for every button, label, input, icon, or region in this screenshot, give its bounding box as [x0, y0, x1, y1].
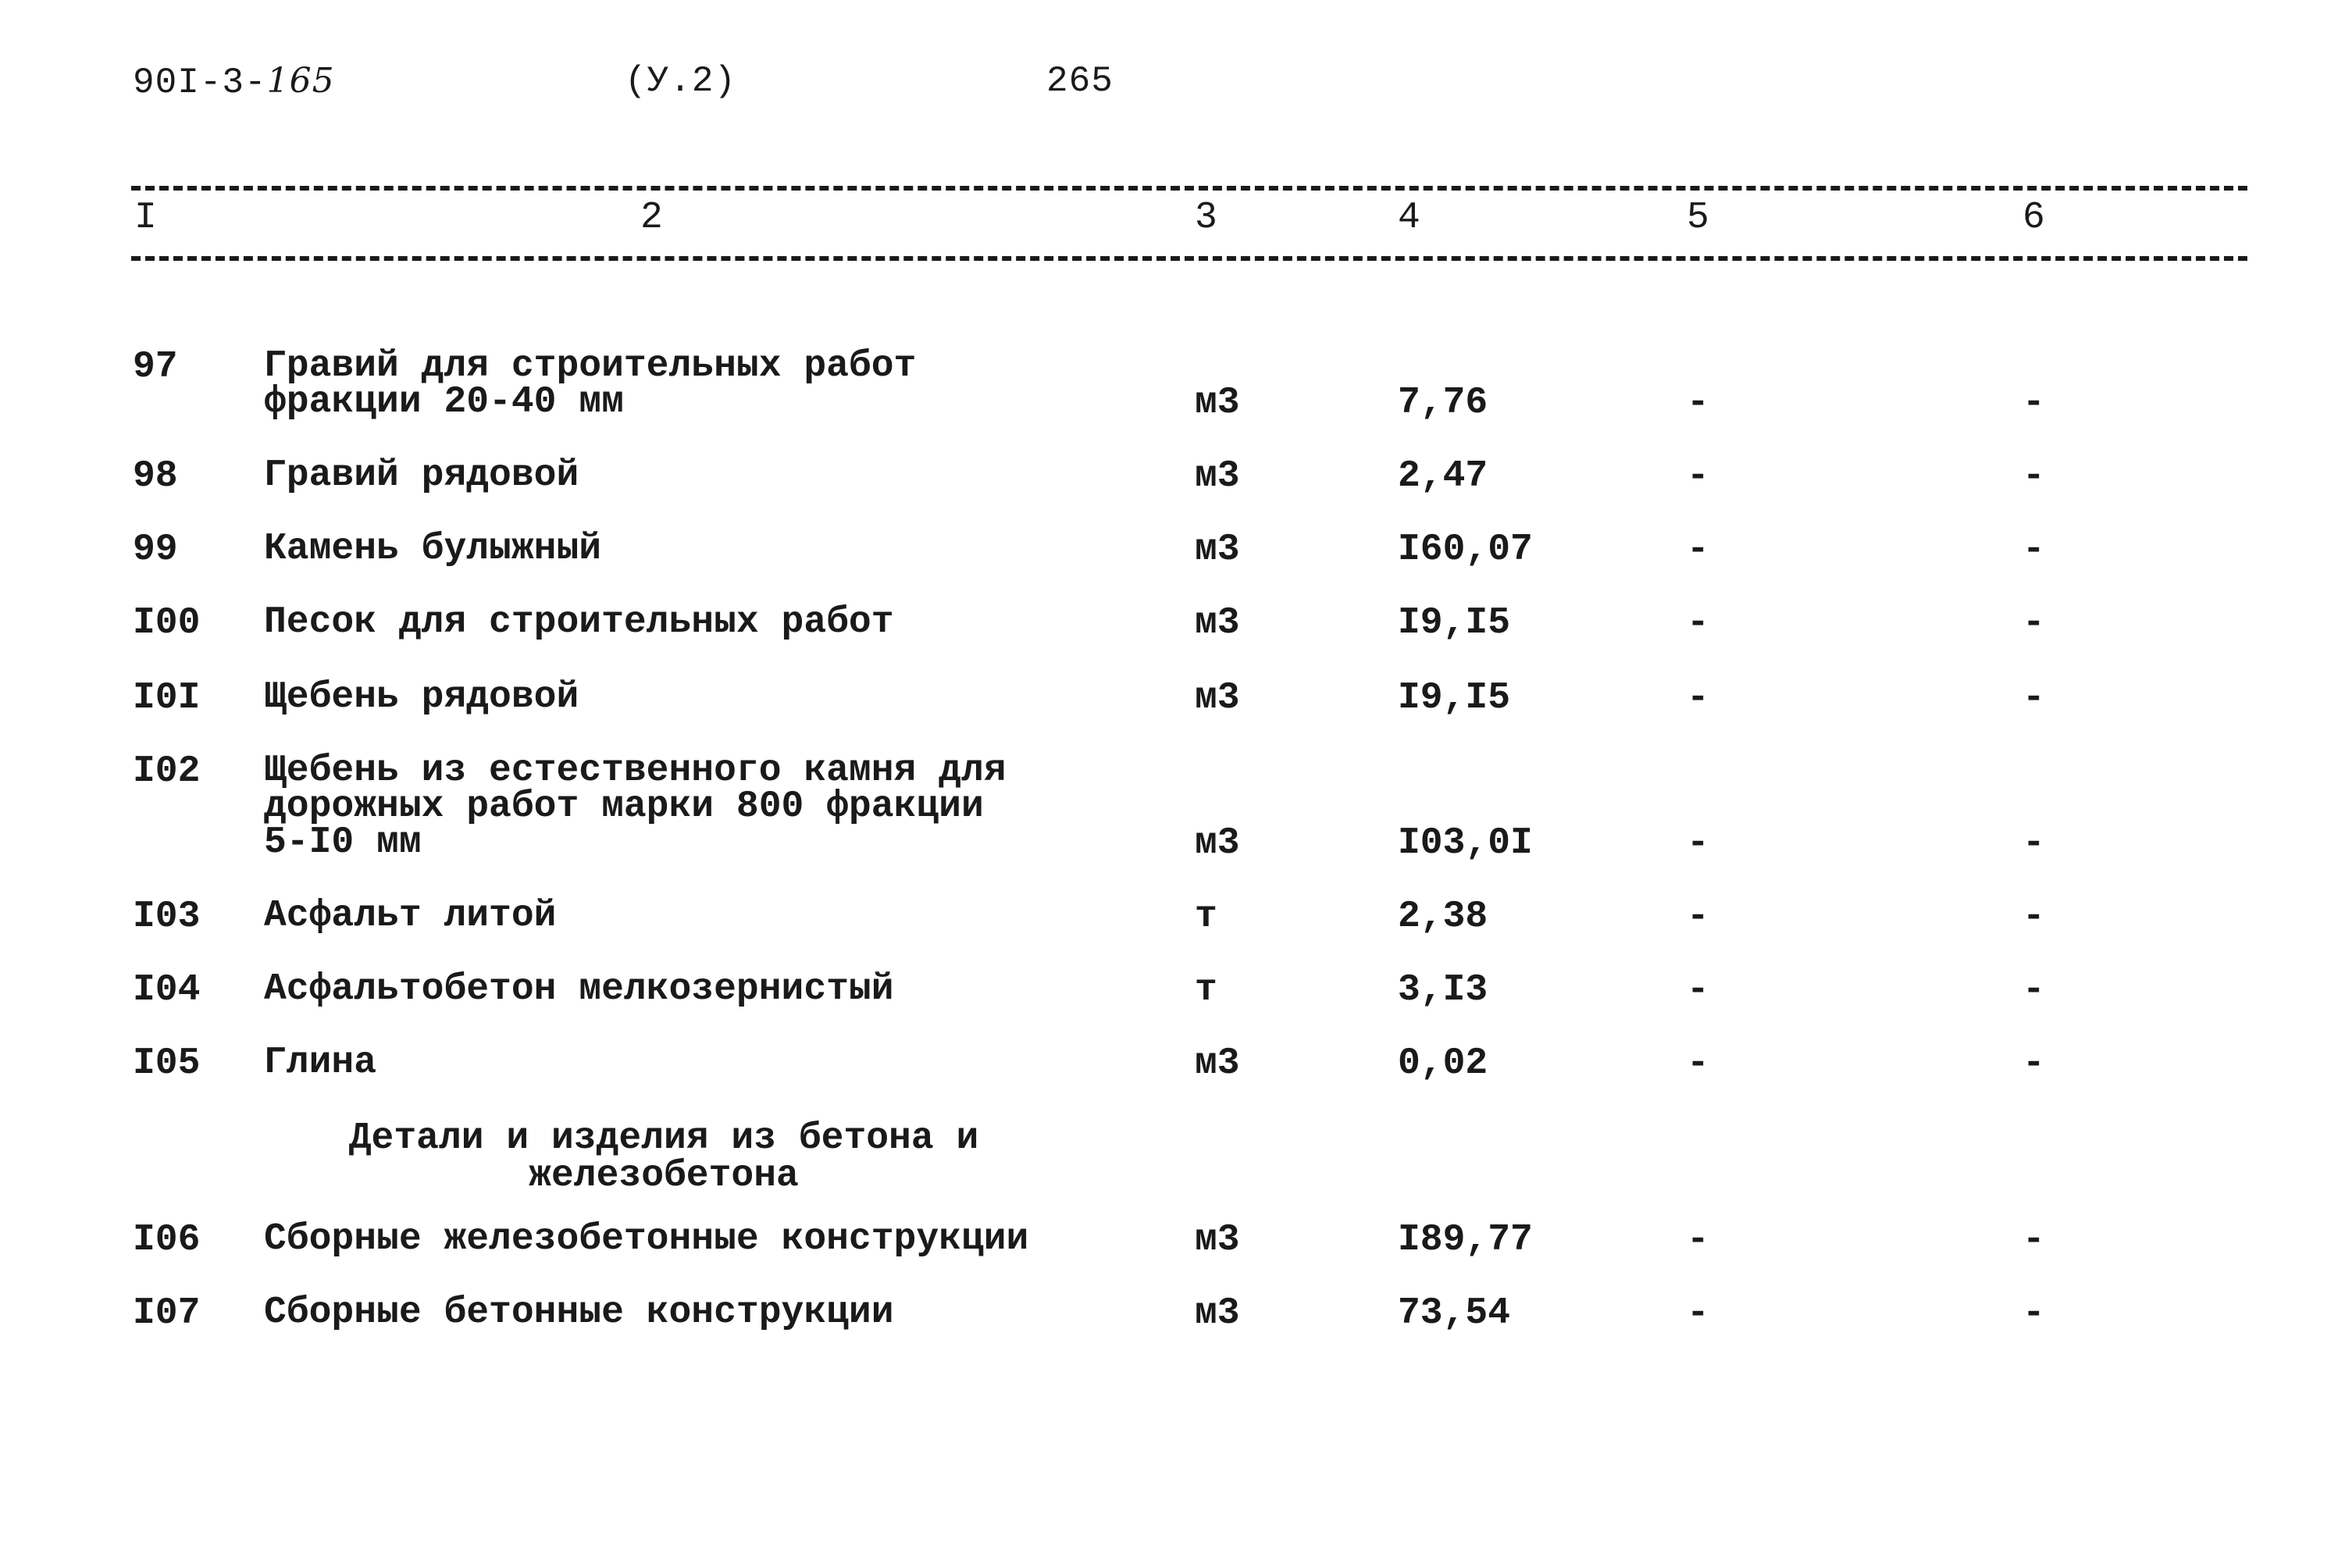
- row-number: 99: [133, 529, 178, 571]
- row-number: I07: [133, 1292, 201, 1335]
- row-name: Глина: [264, 1042, 377, 1084]
- row-number: 97: [133, 346, 178, 388]
- row-quantity: I9,I5: [1398, 602, 1511, 644]
- row-name: Камень булыжный: [264, 528, 602, 570]
- row-unit: м3: [1195, 677, 1240, 719]
- row-col5: -: [1687, 382, 1709, 424]
- row-unit: м3: [1195, 529, 1240, 571]
- row-unit: м3: [1195, 1042, 1240, 1085]
- row-col6: -: [2022, 1292, 2045, 1335]
- row-name: Асфальт литой: [264, 895, 557, 937]
- row-col6: -: [2022, 529, 2045, 571]
- column-header-1: I: [134, 197, 157, 239]
- row-unit: м3: [1195, 822, 1240, 864]
- row-number: I04: [133, 969, 201, 1011]
- row-number: I06: [133, 1219, 201, 1261]
- column-header-6: 6: [2022, 197, 2045, 239]
- row-col5: -: [1687, 529, 1709, 571]
- row-quantity: I03,0I: [1398, 822, 1533, 864]
- row-col6: -: [2022, 602, 2045, 644]
- row-name: Щебень рядовой: [264, 676, 579, 718]
- document-code-prefix: 90I-3-: [133, 62, 267, 103]
- row-col5: -: [1687, 822, 1709, 864]
- row-name: Щебень из естественного камня для дорожных работ марки 800 фракции 5-I0 мм: [264, 750, 1007, 864]
- document-variant: (У.2): [625, 61, 737, 102]
- row-quantity: 3,I3: [1398, 969, 1488, 1011]
- row-col5: -: [1687, 969, 1709, 1011]
- table-header-top-rule: [131, 186, 2247, 191]
- row-name: Гравий рядовой: [264, 454, 579, 497]
- document-code-handwritten: 165: [266, 61, 335, 101]
- row-quantity: I9,I5: [1398, 677, 1511, 719]
- row-col5: -: [1687, 1042, 1709, 1085]
- row-quantity: 2,38: [1398, 896, 1488, 938]
- row-unit: м3: [1195, 382, 1240, 424]
- row-unit: т: [1195, 896, 1217, 938]
- section-heading: Детали и изделия из бетона и железобетона: [348, 1117, 979, 1197]
- row-col5: -: [1687, 677, 1709, 719]
- row-quantity: I89,77: [1398, 1219, 1533, 1261]
- row-col5: -: [1687, 1292, 1709, 1335]
- column-header-3: 3: [1195, 197, 1217, 239]
- row-col6: -: [2022, 1219, 2045, 1261]
- row-number: I03: [133, 896, 201, 938]
- row-number: I05: [133, 1042, 201, 1085]
- row-col6: -: [2022, 822, 2045, 864]
- row-quantity: 7,76: [1398, 382, 1488, 424]
- page-number: 265: [1046, 61, 1114, 102]
- row-col5: -: [1687, 602, 1709, 644]
- row-unit: м3: [1195, 455, 1240, 497]
- row-col6: -: [2022, 455, 2045, 497]
- row-col5: -: [1687, 1219, 1709, 1261]
- row-number: I00: [133, 602, 201, 644]
- row-unit: м3: [1195, 1219, 1240, 1261]
- row-number: 98: [133, 455, 178, 497]
- row-quantity: I60,07: [1398, 529, 1533, 571]
- row-unit: т: [1195, 969, 1217, 1011]
- row-name: Сборные бетонные конструкции: [264, 1292, 894, 1334]
- row-unit: м3: [1195, 1292, 1240, 1335]
- row-quantity: 2,47: [1398, 455, 1488, 497]
- table-header-bottom-rule: [131, 256, 2247, 261]
- column-header-2: 2: [640, 197, 663, 239]
- row-col6: -: [2022, 969, 2045, 1011]
- row-name: Сборные железобетонные конструкции: [264, 1218, 1029, 1260]
- row-col5: -: [1687, 455, 1709, 497]
- row-number: I0I: [133, 677, 201, 719]
- row-col6: -: [2022, 896, 2045, 938]
- row-name: Асфальтобетон мелкозернистый: [264, 968, 894, 1010]
- row-col6: -: [2022, 1042, 2045, 1085]
- row-name: Гравий для строительных работ фракции 20-40 мм: [264, 345, 917, 423]
- row-quantity: 0,02: [1398, 1042, 1488, 1085]
- row-quantity: 73,54: [1398, 1292, 1511, 1335]
- column-header-5: 5: [1687, 197, 1709, 239]
- row-name: Песок для строительных работ: [264, 601, 894, 643]
- row-number: I02: [133, 750, 201, 793]
- row-unit: м3: [1195, 602, 1240, 644]
- row-col5: -: [1687, 896, 1709, 938]
- document-code: [133, 61, 335, 103]
- column-header-4: 4: [1398, 197, 1420, 239]
- row-col6: -: [2022, 382, 2045, 424]
- row-col6: -: [2022, 677, 2045, 719]
